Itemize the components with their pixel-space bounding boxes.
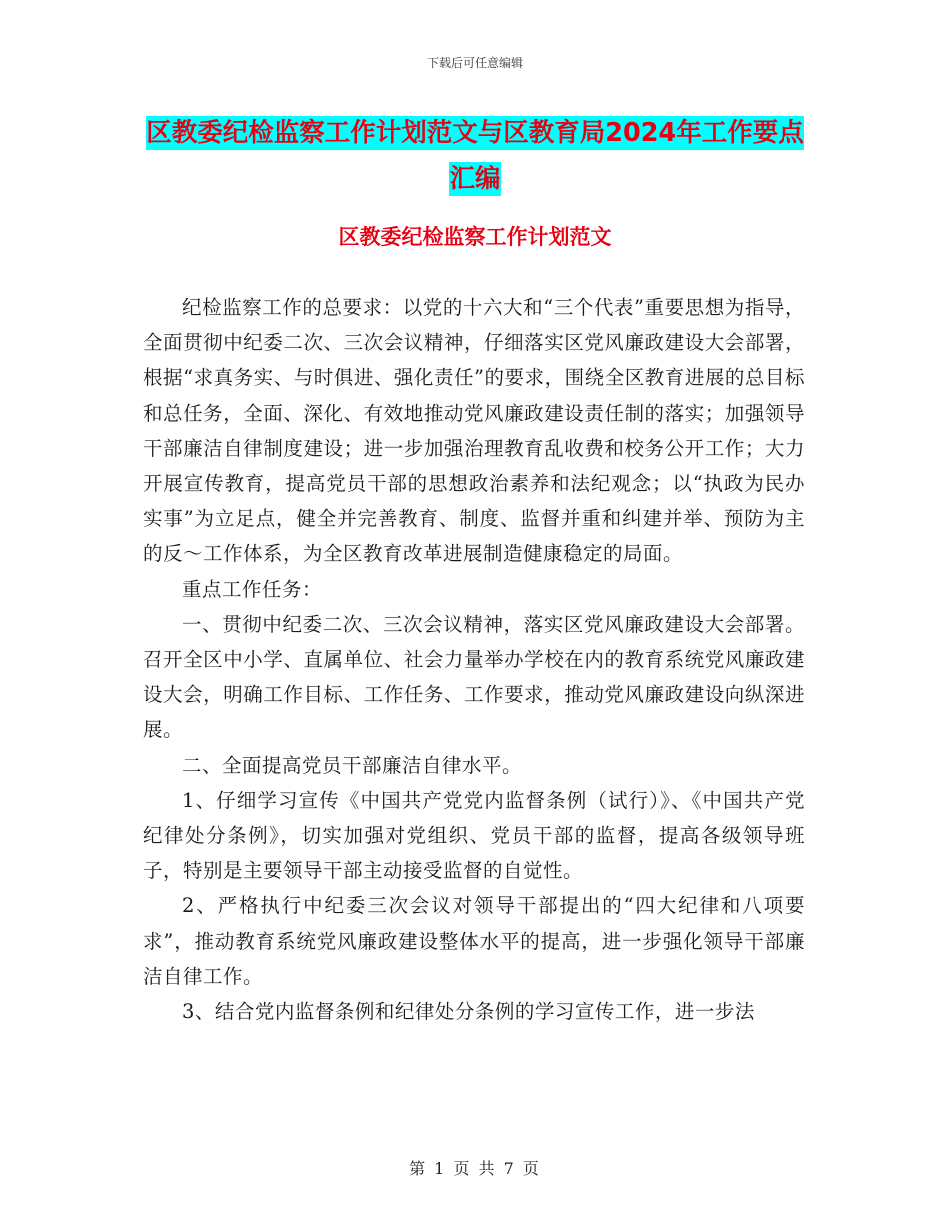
paragraph-task-one: 一、贯彻中纪委二次、三次会议精神，落实区党风廉政建设大会部署。召开全区中小学、直属单位、社会力量举办学校在内的教育系统党风廉政建设大会，明确工作目标、工作任务、工作要求，推动党风廉政建设向纵深进展。 [143, 612, 805, 742]
document-title-highlight: 区教委纪检监察工作计划范文与区教育局2024年工作要点汇编 [146, 118, 804, 194]
paragraph-item-3: 3、结合党内监督条例和纪律处分条例的学习宣传工作，进一步法 [182, 1000, 755, 1024]
document-body [143, 290, 805, 1029]
section-heading: 区教委纪检监察工作计划范文 [338, 225, 612, 249]
header-note: 下载后可任意编辑 [426, 56, 523, 70]
document-title [140, 110, 810, 202]
paragraph-item-2: 2、严格执行中纪委三次会议对领导干部提出的“四大纪律和八项要求”，推动教育系统党风廉政建设整体水平的提高，进一步强化领导干部廉洁自律工作。 [143, 894, 805, 988]
paragraph-key-tasks-heading: 重点工作任务： [182, 577, 323, 601]
page-number: 第 1 页 共 7 页 [409, 1159, 541, 1178]
paragraph-general-requirements: 纪检监察工作的总要求：以党的十六大和“三个代表”重要思想为指导，全面贯彻中纪委二次、三次会议精神，仔细落实区党风廉政建设大会部署，根据“求真务实、与时俱进、强化责任”的要求，围绕全区教育进展的总目标和总任务，全面、深化、有效地推动党风廉政建设责任制的落实；加强领导干部廉洁自律制度建设；进一步加强治理教育乱收费和校务公开工作；大力开展宣传教育，提高党员干部的思想政治素养和法纪观念；以“执政为民办实事”为立足点，健全并完善教育、制度、监督并重和纠建并举、预防为主的反～工作体系，为全区教育改革进展制造健康稳定的局面。 [143, 296, 805, 566]
paragraph-item-1: 1、仔细学习宣传《中国共产党党内监督条例（试行）》、《中国共产党纪律处分条例》，切实加强对党组织、党员干部的监督，提高各级领导班子，特别是主要领导干部主动接受监督的自觉性。 [143, 788, 805, 883]
paragraph-task-two: 二、全面提高党员干部廉洁自律水平。 [182, 753, 523, 777]
